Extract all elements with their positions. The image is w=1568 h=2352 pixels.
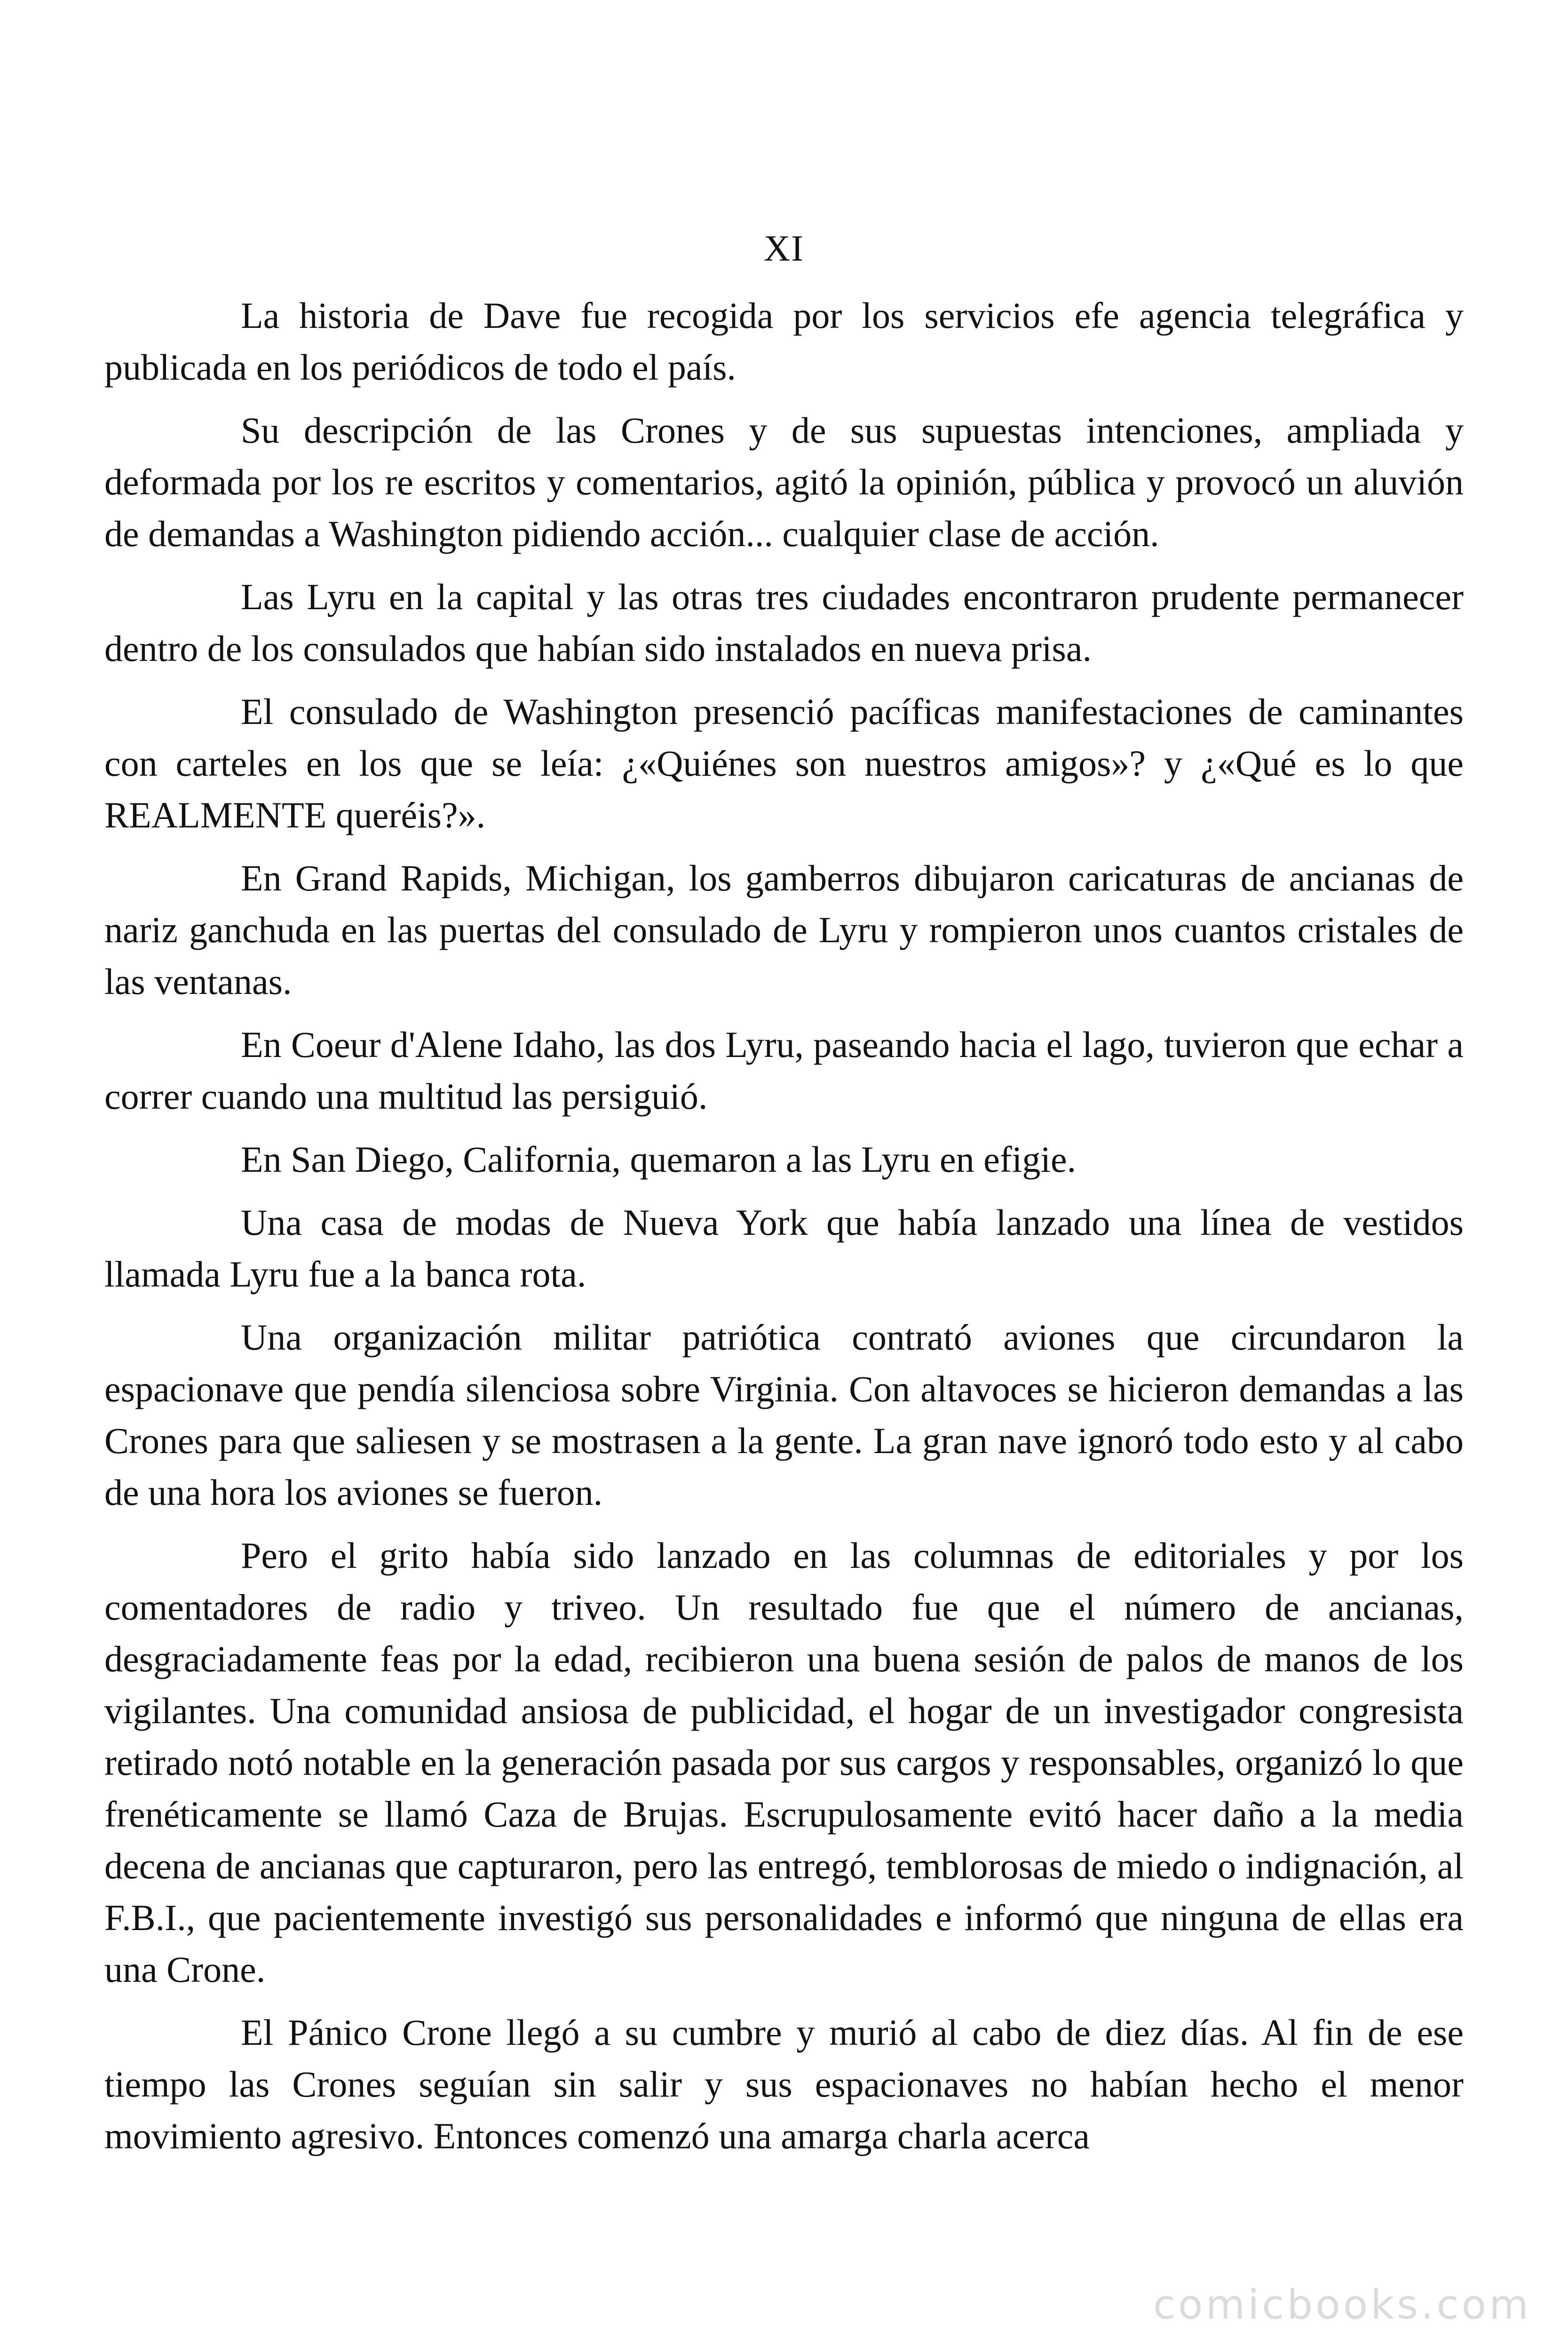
paragraph: La historia de Dave fue recogida por los servicios efe agencia telegráfica y publicada en los periódicos de todo el país. xyxy=(104,295,1464,388)
chapter-body xyxy=(104,290,1464,2173)
paragraph: Una organización militar patriótica contrató aviones que circundaron la espacionave que pendía silenciosa sobre Virginia. Con altavoces se hicieron demandas a las Crones para que saliesen y se mostrasen a la gente. La gran nave ignoró todo esto y al cabo de una hora los aviones se fueron. xyxy=(104,1317,1464,1513)
paragraph: En Grand Rapids, Michigan, los gamberros dibujaron caricaturas de ancianas de nariz ganchuda en las puertas del consulado de Lyru y rompieron unos cuantos cristales de las ventanas. xyxy=(104,858,1464,1002)
paragraph: En Coeur d'Alene Idaho, las dos Lyru, paseando hacia el lago, tuvieron que echar a correr cuando una multitud las persiguió. xyxy=(104,1024,1464,1117)
paragraph: En San Diego, California, quemaron a las Lyru en efigie. xyxy=(241,1139,1077,1180)
paragraph: Su descripción de las Crones y de sus supuestas intenciones, ampliada y deformada por los re escritos y comentarios, agitó la opinión, pública y provocó un aluvión de demandas a Washington pidiendo acción... cualquier clase de acción. xyxy=(104,410,1464,554)
paragraph: Una casa de modas de Nueva York que había lanzado una línea de vestidos llamada Lyru fue a la banca rota. xyxy=(104,1202,1464,1295)
watermark: comicbooks.com xyxy=(1153,2281,1531,2328)
paragraph: El Pánico Crone llegó a su cumbre y murió al cabo de diez días. Al fin de ese tiempo las Crones seguían sin salir y sus espacionaves no habían hecho el menor movimiento agresivo. Entonces comenzó una amarga charla acerca xyxy=(104,2012,1464,2156)
paragraph: Las Lyru en la capital y las otras tres ciudades encontraron prudente permanecer dentro de los consulados que habían sido instalados en nueva prisa. xyxy=(104,576,1464,669)
chapter-title: XI xyxy=(763,228,805,269)
paragraph: El consulado de Washington presenció pacíficas manifestaciones de caminantes con carteles en los que se leía: ¿«Quiénes son nuestros amigos»? y ¿«Qué es lo que REALMENTE queréis?». xyxy=(104,691,1464,835)
paragraph: Pero el grito había sido lanzado en las columnas de editoriales y por los comentadores de radio y triveo. Un resultado fue que el número de ancianas, desgraciadamente feas por la edad, recibieron una buena sesión de palos de manos de los vigilantes. Una comunidad ansiosa de publicidad, el hogar de un investigador congresista retirado notó notable en la generación pasada por sus cargos y responsables, organizó lo que frenéticamente se llamó Caza de Brujas. Escrupulosamente evitó hacer daño a la media decena de ancianas que capturaron, pero las entregó, temblorosas de miedo o indignación, al F.B.I., que pacientemente investigó sus personalidades e informó que ninguna de ellas era una Crone. xyxy=(104,1535,1464,1990)
